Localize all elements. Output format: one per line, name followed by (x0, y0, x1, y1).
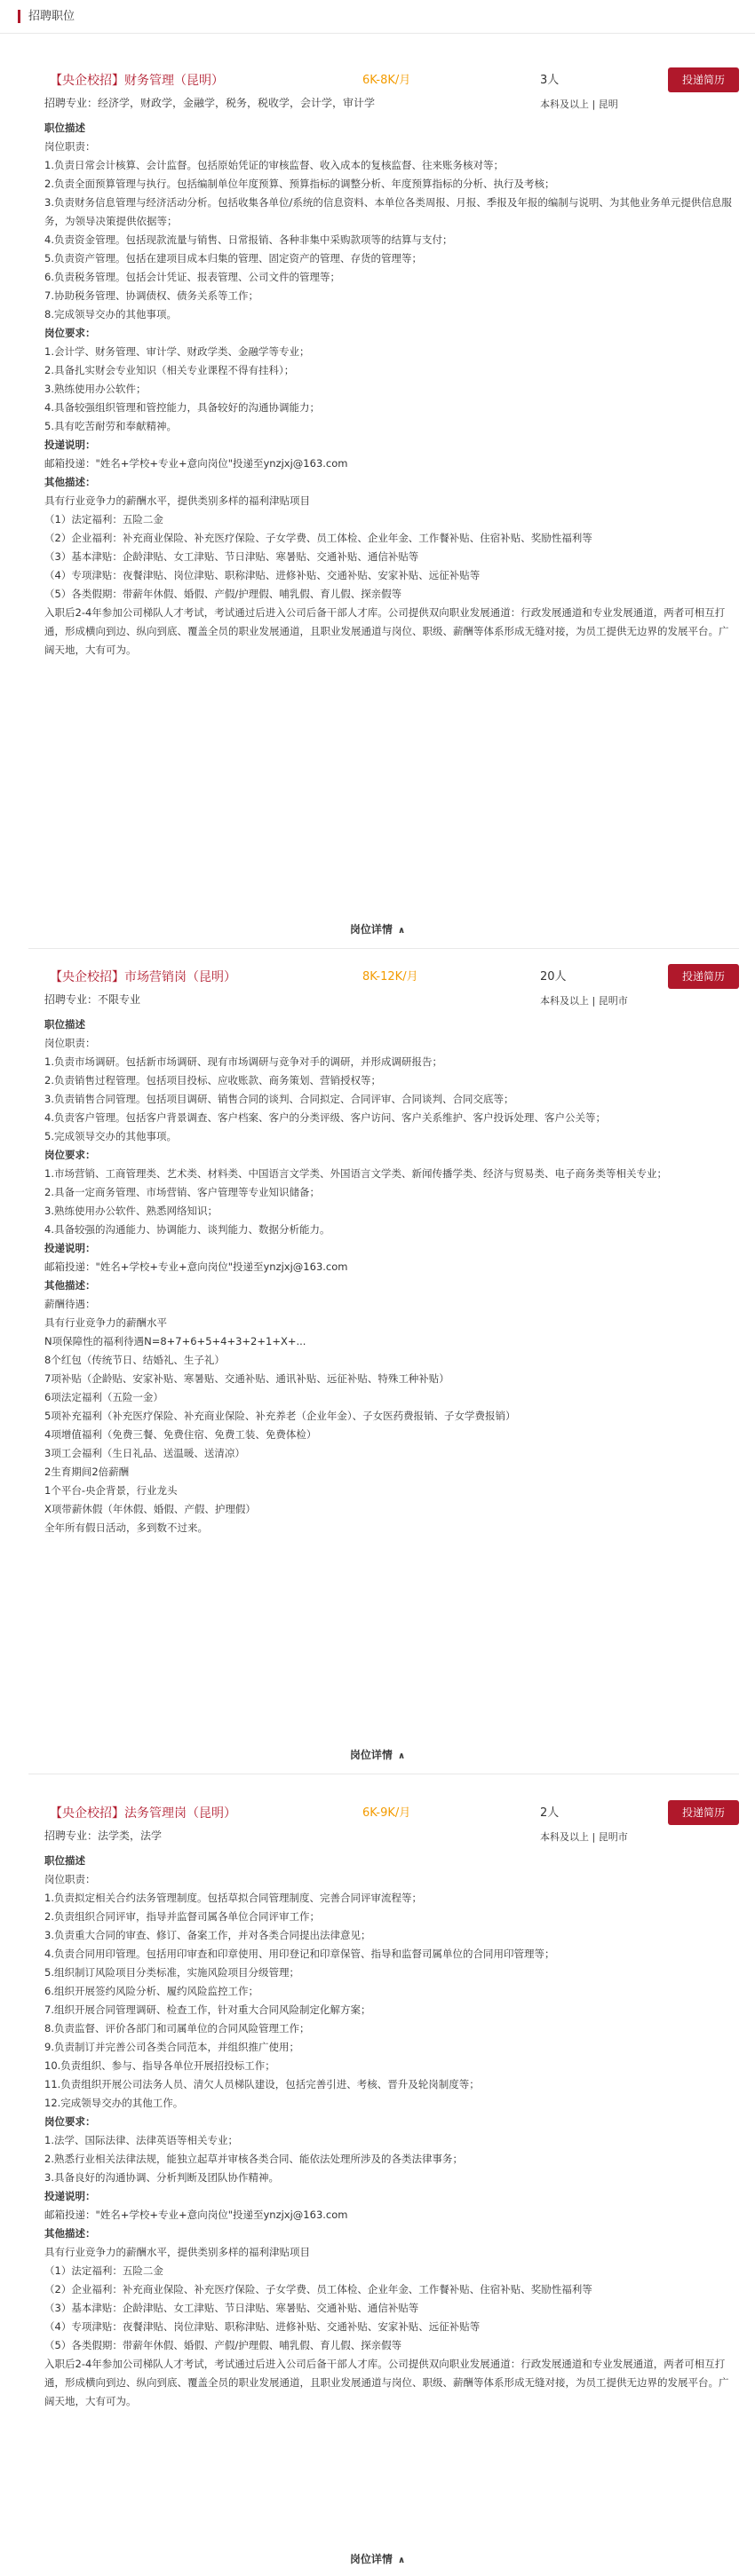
detail-toggle-label[interactable]: 岗位详情 (349, 2553, 393, 2565)
apply-button[interactable]: 投递简历 (668, 67, 739, 92)
description-line: 邮箱投递："姓名+学校+专业+意向岗位"投递至ynzjxj@163.com (44, 1260, 348, 1273)
description-line: （5）各类假期：带薪年休假、婚假、产假/护理假、哺乳假、育儿假、探亲假等 (44, 2339, 402, 2351)
job-requirement: 本科及以上 | 昆明 (540, 99, 618, 110)
description-line: 5.完成领导交办的其他事项。 (44, 1130, 177, 1142)
job-headcount: 3人 (540, 74, 560, 87)
chevron-up-icon[interactable]: ∧ (397, 926, 406, 936)
description-line: 职位描述 (44, 1854, 85, 1867)
description-line: 2生育期间2倍薪酬 (44, 1466, 130, 1478)
job-major: 招聘专业：不限专业 (44, 993, 141, 1006)
description-line: 8.完成领导交办的其他事项。 (44, 308, 177, 320)
description-line: 投递说明： (44, 1242, 96, 1254)
detail-toggle-label[interactable]: 岗位详情 (349, 923, 393, 936)
description-line: 4.具备较强的沟通能力、协调能力、谈判能力、数据分析能力。 (44, 1223, 330, 1236)
description-line: 1.会计学、财务管理、审计学、财政学类、金融学等专业； (44, 345, 310, 358)
description-line: 入职后2-4年参加公司梯队人才考试，考试通过后进入公司后备干部人才库。公司提供双向职业发展通道：行政发展通道和专业发展通道，两者可相互打通，形成横向到边、纵向到底、覆盖全员的职业发展通道，且职业发展通道与岗位、职级、薪酬等体系形成无缝对接，为员工提供无边界的发展平台。广阔天地，大有可为。 (44, 606, 729, 656)
description-line: 岗位职责： (44, 1037, 96, 1049)
description-line: 9.负责制订并完善公司各类合同范本，并组织推广使用； (44, 2041, 299, 2053)
description-line: （2）企业福利：补充商业保险、补充医疗保险、子女学费、员工体检、企业年金、工作餐补贴、住宿补贴、奖励性福利等 (44, 532, 592, 544)
description-line: 3.负责财务信息管理与经济活动分析。包括收集各单位/系统的信息资料、本单位各类周报、月报、季报及年报的编制与说明、为其他业务单元提供信息服务，为领导决策提供依据等； (44, 196, 732, 227)
description-line: 职位描述 (44, 122, 85, 134)
job-major: 招聘专业：经济学，财政学，金融学，税务，税收学，会计学，审计学 (44, 97, 376, 109)
description-line: 2.负责全面预算管理与执行。包括编制单位年度预算、预算指标的调整分析、年度预算指标的分析、执行及考核； (44, 178, 555, 190)
description-line: 6.组织开展签约风险分析、履约风险监控工作； (44, 1985, 258, 1997)
detail-toggle[interactable] (0, 2551, 755, 2566)
description-line: （4）专项津贴：夜餐津贴、岗位津贴、职称津贴、进修补贴、交通补贴、安家补贴、远征补贴等 (44, 2320, 481, 2333)
description-line: 2.具备一定商务管理、市场营销、客户管理等专业知识储备； (44, 1186, 320, 1198)
description-line: 2.负责销售过程管理。包括项目投标、应收账款、商务策划、营销授权等； (44, 1074, 381, 1087)
description-line: （5）各类假期：带薪年休假、婚假、产假/护理假、哺乳假、育儿假、探亲假等 (44, 588, 402, 600)
job-name[interactable]: 法务管理岗（昆明） (124, 1806, 236, 1821)
description-line: 1.法学、国际法律、法律英语等相关专业； (44, 2134, 238, 2146)
description-line: 2.具备扎实财会专业知识（相关专业课程不得有挂科）； (44, 364, 295, 376)
section-title: 招聘职位 (28, 10, 76, 23)
description-line: 7.组织开展合同管理调研、检查工作，针对重大合同风险制定化解方案； (44, 2003, 371, 2016)
description-line: 8.负责监督、评价各部门和司属单位的合同风险管理工作； (44, 2022, 310, 2035)
description-line: 具有行业竞争力的薪酬水平，提供类别多样的福利津贴项目 (44, 494, 310, 507)
description-line: 其他描述： (44, 476, 96, 488)
description-line: 8个红包（传统节日、结婚礼、生子礼） (44, 1354, 225, 1366)
job-salary: 6K-9K/月 (362, 1806, 411, 1820)
description-line: 12.完成领导交办的其他工作。 (44, 2097, 184, 2109)
description-line: （1）法定福利：五险二金 (44, 2264, 163, 2277)
description-line: N项保障性的福利待遇N=8+7+6+5+4+3+2+1+X+... (44, 1335, 306, 1347)
description-line: 邮箱投递："姓名+学校+专业+意向岗位"投递至ynzjxj@163.com (44, 2209, 348, 2221)
description-line: 11.负责组织开展公司法务人员、清欠人员梯队建设，包括完善引进、考核、晋升及轮岗制度等； (44, 2078, 480, 2090)
description-line: 3.熟练使用办公软件； (44, 383, 147, 395)
description-line: 10.负责组织、参与、指导各单位开展招投标工作； (44, 2059, 275, 2072)
job-title[interactable] (50, 1806, 236, 1821)
description-line: 具有行业竞争力的薪酬水平，提供类别多样的福利津贴项目 (44, 2246, 310, 2258)
description-line: X项带薪休假（年休假、婚假、产假、护理假） (44, 1503, 256, 1515)
description-line: （1）法定福利：五险二金 (44, 513, 163, 525)
description-line: 邮箱投递："姓名+学校+专业+意向岗位"投递至ynzjxj@163.com (44, 457, 348, 470)
description-line: （2）企业福利：补充商业保险、补充医疗保险、子女学费、员工体检、企业年金、工作餐补贴、住宿补贴、奖励性福利等 (44, 2283, 592, 2295)
chevron-up-icon[interactable]: ∧ (397, 1751, 406, 1761)
chevron-up-icon[interactable]: ∧ (397, 2556, 406, 2565)
section-accent-bar (18, 10, 20, 23)
description-line: 岗位要求： (44, 1149, 96, 1161)
apply-button[interactable]: 投递简历 (668, 964, 739, 989)
description-line: 7.协助税务管理、协调债权、债务关系等工作； (44, 289, 258, 302)
job-title[interactable] (50, 73, 224, 89)
job-salary: 6K-8K/月 (362, 74, 411, 87)
description-line: 5.组织制订风险项目分类标准，实施风险项目分级管理； (44, 1966, 299, 1979)
description-line: 岗位要求： (44, 327, 96, 339)
job-description (44, 1015, 737, 1537)
description-line: （3）基本津贴：企龄津贴、女工津贴、节日津贴、寒暑贴、交通补贴、通信补贴等 (44, 2302, 419, 2314)
job-title[interactable] (50, 969, 236, 985)
description-line: 3.熟练使用办公软件、熟悉网络知识； (44, 1205, 218, 1217)
description-line: 3项工会福利（生日礼品、送温暖、送清凉） (44, 1447, 245, 1459)
detail-toggle-label[interactable]: 岗位详情 (349, 1749, 393, 1761)
description-line: 4.负责客户管理。包括客户背景调查、客户档案、客户的分类评级、客户访问、客户关系维护、客户投诉处理、客户公关等； (44, 1111, 606, 1124)
detail-toggle[interactable] (0, 921, 755, 936)
job-tag: 【央企校招】 (50, 74, 124, 88)
description-line: 4.负责资金管理。包括现款流量与销售、日常报销、各种非集中采购款项等的结算与支付； (44, 233, 453, 246)
description-line: 3.具备良好的沟通协调、分析判断及团队协作精神。 (44, 2171, 279, 2184)
detail-toggle[interactable] (0, 1747, 755, 1762)
description-line: 1.负责日常会计核算、会计监督。包括原始凭证的审核监督、收入成本的复核监督、往来账务核对等； (44, 159, 504, 171)
description-line: 3.负责重大合同的审查、修订、备案工作，并对各类合同提出法律意见； (44, 1929, 371, 1941)
description-line: 2.熟悉行业相关法律法规，能独立起草并审核各类合同、能依法处理所涉及的各类法律事务； (44, 2153, 463, 2165)
description-line: 投递说明： (44, 439, 96, 451)
description-line: （4）专项津贴：夜餐津贴、岗位津贴、职称津贴、进修补贴、交通补贴、安家补贴、远征补贴等 (44, 569, 481, 581)
description-line: 7项补贴（企龄贴、安家补贴、寒暑贴、交通补贴、通讯补贴、远征补贴、特殊工种补贴） (44, 1372, 449, 1385)
job-description (44, 1852, 737, 2411)
job-name[interactable]: 财务管理（昆明） (124, 74, 224, 88)
description-line: 1.负责拟定相关合约法务管理制度。包括草拟合同管理制度、完善合同评审流程等； (44, 1892, 422, 1904)
description-line: 6项法定福利（五险一金） (44, 1391, 163, 1403)
description-line: 岗位职责： (44, 1873, 96, 1885)
apply-button[interactable]: 投递简历 (668, 1800, 739, 1825)
description-line: 4项增值福利（免费三餐、免费住宿、免费工装、免费体检） (44, 1428, 317, 1441)
description-line: 薪酬待遇： (44, 1298, 96, 1310)
description-line: （3）基本津贴：企龄津贴、女工津贴、节日津贴、寒暑贴、交通补贴、通信补贴等 (44, 550, 419, 563)
description-line: 1.负责市场调研。包括新市场调研、现有市场调研与竞争对手的调研，并形成调研报告； (44, 1055, 442, 1068)
description-line: 5.具有吃苦耐劳和奉献精神。 (44, 420, 177, 432)
description-line: 4.具备较强组织管理和管控能力，具备较好的沟通协调能力； (44, 401, 320, 414)
job-name[interactable]: 市场营销岗（昆明） (124, 970, 236, 984)
card-divider (28, 948, 739, 949)
job-tag: 【央企校招】 (50, 1806, 124, 1821)
job-tag: 【央企校招】 (50, 970, 124, 984)
description-line: 5.负责资产管理。包括在建项目成本归集的管理、固定资产的管理、存货的管理等； (44, 252, 422, 265)
description-line: 2.负责组织合同评审，指导并监督司属各单位合同评审工作； (44, 1910, 320, 1923)
description-line: 投递说明： (44, 2190, 96, 2202)
job-salary: 8K-12K/月 (362, 970, 418, 984)
job-headcount: 20人 (540, 970, 567, 984)
section-header (0, 0, 755, 34)
description-line: 其他描述： (44, 1279, 96, 1292)
description-line: 岗位职责： (44, 140, 96, 153)
description-line: 职位描述 (44, 1018, 85, 1031)
description-line: 其他描述： (44, 2227, 96, 2240)
description-line: 入职后2-4年参加公司梯队人才考试，考试通过后进入公司后备干部人才库。公司提供双向职业发展通道：行政发展通道和专业发展通道，两者可相互打通，形成横向到边、纵向到底、覆盖全员的职业发展通道，且职业发展通道与岗位、职级、薪酬等体系形成无缝对接，为员工提供无边界的发展平台。广阔天地，大有可为。 (44, 2358, 729, 2407)
description-line: 岗位要求： (44, 2115, 96, 2128)
description-line: 5项补充福利（补充医疗保险、补充商业保险、补充养老（企业年金）、子女医药费报销、子女学费报销） (44, 1410, 516, 1422)
description-line: 1个平台-央企背景，行业龙头 (44, 1484, 178, 1497)
job-description (44, 119, 737, 660)
job-requirement: 本科及以上 | 昆明市 (540, 1831, 628, 1843)
description-line: 4.负责合同用印管理。包括用印审查和印章使用、用印登记和印章保管、指导和监督司属单位的合同用印管理等； (44, 1948, 555, 1960)
job-requirement: 本科及以上 | 昆明市 (540, 995, 628, 1007)
description-line: 3.负责销售合同管理。包括项目调研、销售合同的谈判、合同拟定、合同评审、合同谈判、合同交底等； (44, 1093, 514, 1105)
job-headcount: 2人 (540, 1806, 560, 1820)
job-major: 招聘专业：法学类，法学 (44, 1829, 163, 1842)
description-line: 6.负责税务管理。包括会计凭证、报表管理、公司文件的管理等； (44, 271, 340, 283)
description-line: 1.市场营销、工商管理类、艺术类、材料类、中国语言文学类、外国语言文学类、新闻传播学类、经济与贸易类、电子商务类等相关专业； (44, 1167, 667, 1180)
description-line: 全年所有假日活动，多到数不过来。 (44, 1521, 208, 1534)
description-line: 具有行业竞争力的薪酬水平 (44, 1316, 167, 1329)
